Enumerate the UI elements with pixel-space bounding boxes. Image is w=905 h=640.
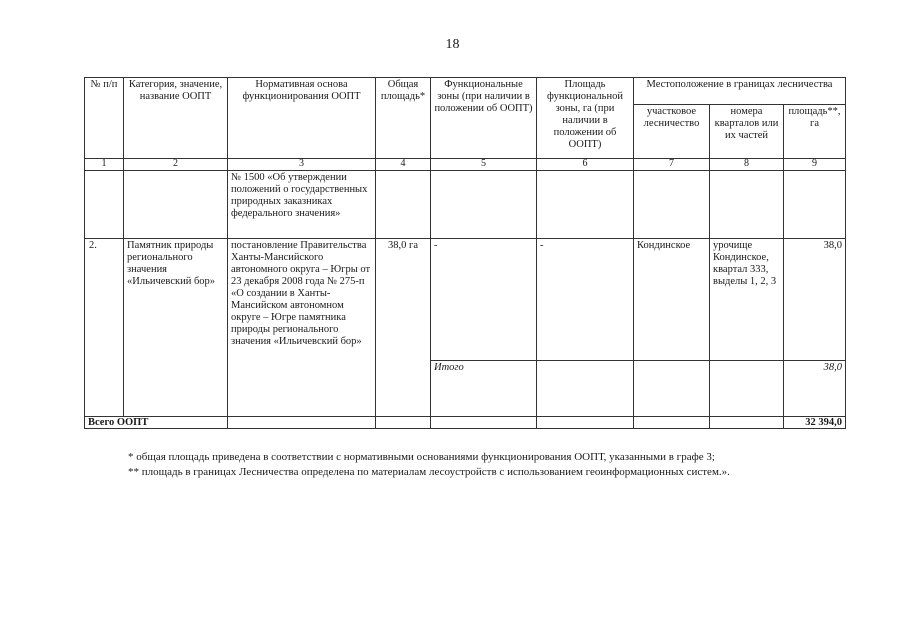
header-zones: Функциональные зоны (при наличии в положении об ООПТ) xyxy=(431,78,537,159)
total-label: Всего ООПТ xyxy=(85,417,228,429)
footnote-forest-area: ** площадь в границах Лесничества определена по материалам лесоустройств с использованием геоинформационных систем.». xyxy=(128,466,730,478)
row-category: Памятник природы регионального значения «Ильичевский бор» xyxy=(124,239,228,417)
column-number: 5 xyxy=(431,159,537,171)
table-row-total xyxy=(85,417,846,429)
header-basis: Нормативная основа функционирования ООПТ xyxy=(228,78,376,159)
column-number: 1 xyxy=(85,159,124,171)
column-number: 9 xyxy=(784,159,846,171)
table-header-row xyxy=(85,78,846,105)
row-number: 2. xyxy=(85,239,124,417)
footnote-total-area: * общая площадь приведена в соответствии с нормативными основаниями функционирования ООПТ, указанными в графе 3; xyxy=(128,451,715,463)
basis-continuation: № 1500 «Об утверждении положений о государственных природных заказниках федерального значения» xyxy=(228,171,376,239)
column-number: 3 xyxy=(228,159,376,171)
column-number: 6 xyxy=(537,159,634,171)
table-row-ilyichevsky-bor xyxy=(85,239,846,361)
column-number: 2 xyxy=(124,159,228,171)
column-number: 7 xyxy=(634,159,710,171)
header-category: Категория, значение, название ООПТ xyxy=(124,78,228,159)
page-number: 18 xyxy=(445,37,460,52)
header-total-area: Общая площадь* xyxy=(376,78,431,159)
row-forestry: Кондинское xyxy=(634,239,710,361)
header-zone-area: Площадь функциональной зоны, га (при наличии в положении об ООПТ) xyxy=(537,78,634,159)
total-value: 32 394,0 xyxy=(784,417,846,429)
subtotal-label: Итого xyxy=(431,361,537,417)
row-forest-area: 38,0 xyxy=(784,239,846,361)
header-location-group: Местоположение в границах лесничества xyxy=(634,78,846,105)
row-basis: постановление Правительства Ханты-Мансийского автономного округа – Югры от 23 декабря 2008 года № 275-п «О создании в Ханты-Мансийском автономном округе – Югре памятника природы регионального значения «Ильичевский бор» xyxy=(228,239,376,417)
row-zones: - xyxy=(431,239,537,361)
column-numbers-row xyxy=(85,159,846,171)
footnotes xyxy=(128,450,730,480)
header-quarters: номера кварталов или их частей xyxy=(710,105,784,159)
table-row-continuation xyxy=(85,171,846,239)
column-number: 4 xyxy=(376,159,431,171)
row-quarters: урочище Кондинское, квартал 333, выделы 1, 2, 3 xyxy=(710,239,784,361)
row-total-area: 38,0 га xyxy=(376,239,431,417)
row-zone-area: - xyxy=(537,239,634,361)
header-forestry: участковое лесничество xyxy=(634,105,710,159)
header-number: № п/п xyxy=(85,78,124,159)
protected-areas-table xyxy=(84,77,846,429)
header-forest-area: площадь**, га xyxy=(784,105,846,159)
subtotal-value: 38,0 xyxy=(784,361,846,417)
column-number: 8 xyxy=(710,159,784,171)
